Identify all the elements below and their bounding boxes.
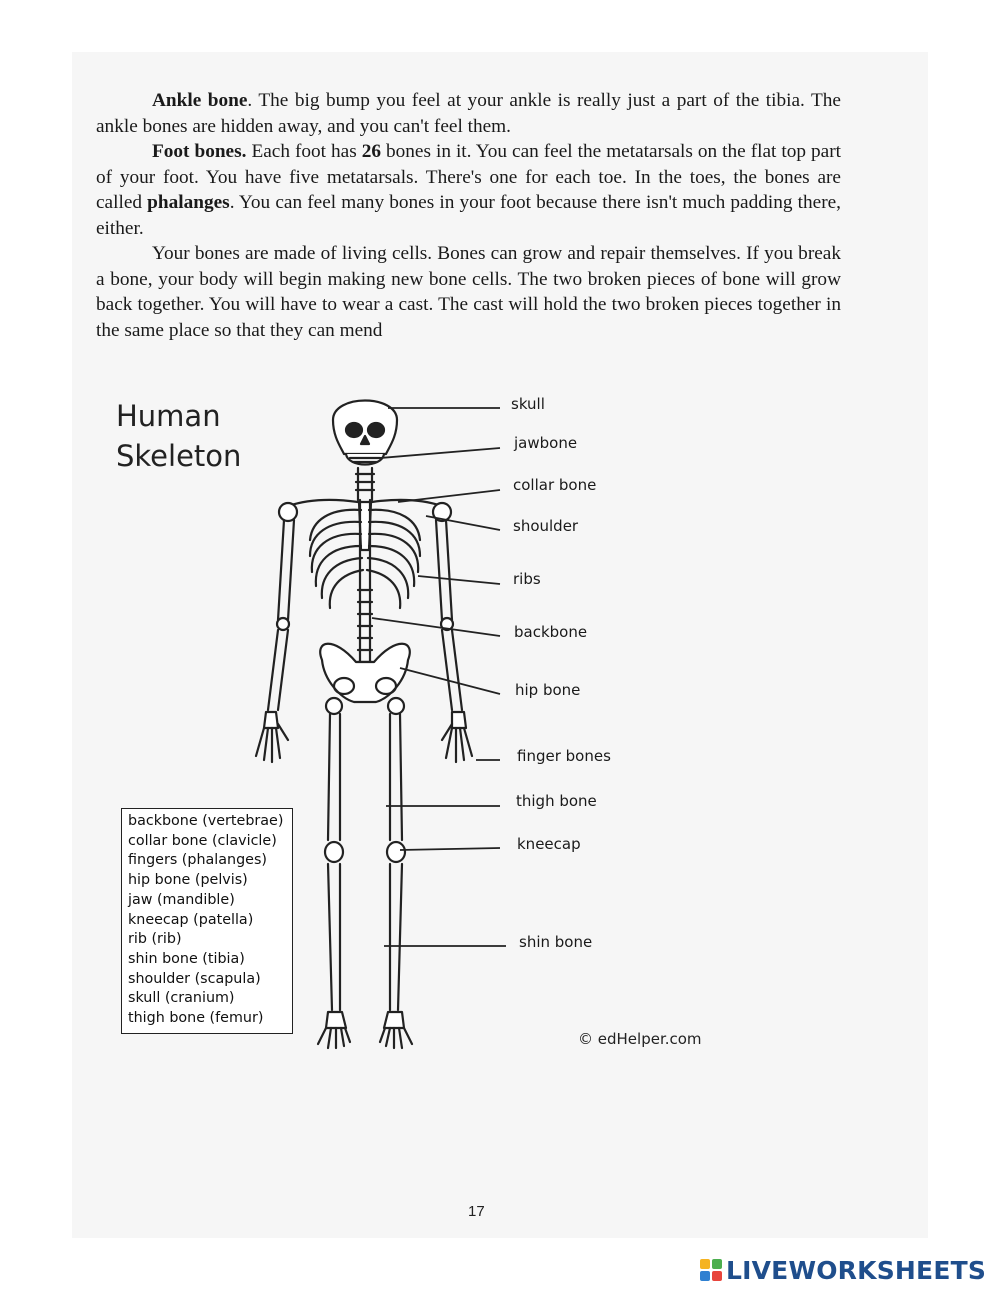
- label-hip-bone: hip bone: [515, 681, 581, 699]
- foot-text-1: Each foot has: [246, 141, 362, 162]
- logo-tile: [712, 1271, 722, 1281]
- label-shoulder: shoulder: [513, 517, 579, 535]
- logo-tile: [712, 1259, 722, 1269]
- glossary-item: fingers (phalanges): [128, 852, 267, 869]
- bone-glossary-box: [121, 808, 293, 1034]
- page-number: 17: [468, 1203, 485, 1220]
- label-shin-bone: shin bone: [519, 933, 593, 951]
- label-collar-bone: collar bone: [513, 476, 597, 494]
- logo-tile: [700, 1271, 710, 1281]
- brand-name: LIVEWORKSHEETS: [726, 1255, 987, 1285]
- glossary-item: hip bone (pelvis): [128, 872, 248, 889]
- diagram-title: [116, 396, 241, 476]
- glossary-item: kneecap (patella): [128, 911, 254, 928]
- ankle-bone-text: . The big bump you feel at your ankle is really just a part of the tibia. The ankle bones are hidden away, and you can't feel them.: [96, 90, 841, 137]
- glossary-item: collar bone (clavicle): [128, 832, 277, 849]
- glossary-item: backbone (vertebrae): [128, 813, 284, 829]
- label-skull: skull: [511, 395, 545, 413]
- foot-bones-heading: Foot bones.: [152, 141, 247, 162]
- body-text: [96, 88, 841, 343]
- glossary-item: jaw (mandible): [128, 891, 235, 908]
- foot-text-3: . You can feel many bones in your foot because there isn't much padding there, either.: [96, 192, 841, 239]
- label-jawbone: jawbone: [514, 434, 578, 452]
- foot-bone-count: 26: [361, 141, 381, 162]
- paragraph-ankle: [96, 88, 841, 139]
- label-ribs: ribs: [513, 570, 541, 588]
- title-line-1: Human: [116, 399, 221, 433]
- glossary-item: shin bone (tibia): [128, 950, 245, 967]
- label-kneecap: kneecap: [517, 835, 581, 853]
- label-backbone: backbone: [514, 623, 588, 641]
- phalanges-term: phalanges: [147, 192, 230, 213]
- glossary-item: shoulder (scapula): [128, 970, 261, 987]
- liveworksheets-logo[interactable]: [700, 1255, 986, 1285]
- logo-tile: [700, 1259, 710, 1269]
- paragraph-cells: Your bones are made of living cells. Bones can grow and repair themselves. If you break a bone, your body will begin making new bone cells. The two broken pieces of bone will grow back together. You will have to wear a cast. The cast will hold the two broken pieces together in the same place so that they can mend: [96, 243, 841, 341]
- label-thigh-bone: thigh bone: [516, 792, 597, 810]
- glossary-item: thigh bone (femur): [128, 1010, 264, 1027]
- label-finger-bones: finger bones: [517, 747, 611, 765]
- paragraph-foot: [96, 139, 841, 241]
- foot-text-2: bones in it. You can feel the metatarsals on the flat top part of your foot. You have five metatarsals. There's one for each toe. In the toes, the bones are called: [96, 141, 842, 213]
- copyright-notice: © edHelper.com: [578, 1030, 702, 1048]
- logo-tiles-icon: [700, 1259, 722, 1281]
- glossary-item: skull (cranium): [128, 990, 235, 1007]
- title-line-2: Skeleton: [116, 439, 242, 473]
- ankle-bone-heading: Ankle bone: [152, 90, 248, 111]
- glossary-item: rib (rib): [128, 931, 182, 948]
